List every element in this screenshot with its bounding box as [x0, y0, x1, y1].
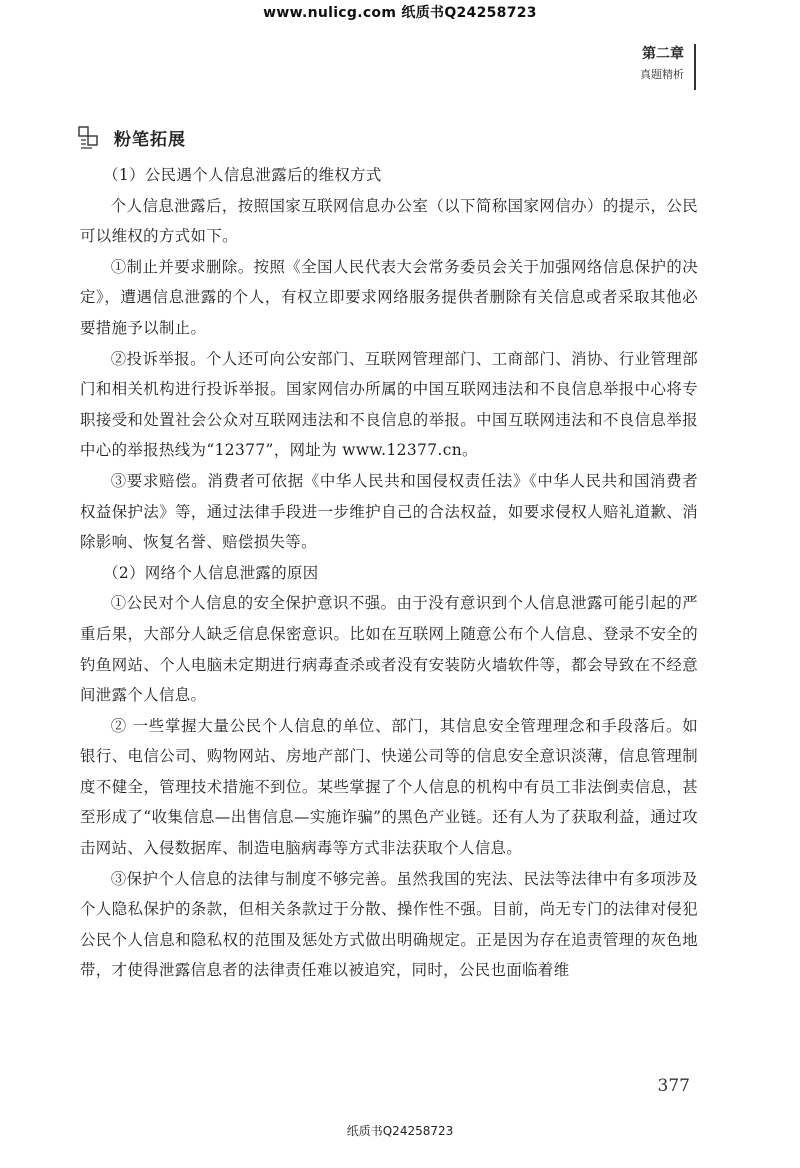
section-title: 粉笔拓展	[114, 130, 186, 150]
chapter-title: 第二章	[642, 46, 684, 62]
paragraph: 个人信息泄露后，按照国家互联网信息办公室（以下简称国家网信办）的提示，公民可以维权的方式如下。	[80, 196, 698, 246]
chapter-subtitle: 真题精析	[640, 68, 684, 81]
paragraph: ①公民对个人信息的安全保护意识不强。由于没有意识到个人信息泄露可能引起的严重后果，大部分人缺乏信息保密意识。比如在互联网上随意公布个人信息、登录不安全的钓鱼网站、个人电脑未定期进行病毒查杀或者没有安装防火墙软件等，都会导致在不经意间泄露个人信息。	[80, 594, 698, 705]
subheading-2: （2）网络个人信息泄露的原因	[103, 563, 319, 582]
bottom-watermark: 纸质书Q24258723	[346, 1124, 454, 1138]
page-number: 377	[657, 1076, 690, 1096]
paragraph: ①制止并要求删除。按照《全国人民代表大会常务委员会关于加强网络信息保护的决定》，遭遇信息泄露的个人，有权立即要求网络服务提供者删除有关信息或者采取其他必要措施予以制止。	[80, 257, 698, 337]
section-header	[78, 125, 186, 150]
paragraph: ②投诉举报。个人还可向公安部门、互联网管理部门、工商部门、消协、行业管理部门和相关机构进行投诉举报。国家网信办所属的中国互联网违法和不良信息举报中心将专职接受和处置社会公众对互联网违法和不良信息的举报。中国互联网违法和不良信息举报中心的举报热线为“12377”，网址为 www.12377.cn。	[80, 349, 698, 460]
top-watermark: www.nulicg.com 纸质书Q24258723	[263, 5, 537, 21]
paragraph: ③保护个人信息的法律与制度不够完善。虽然我国的宪法、民法等法律中有多项涉及个人隐私保护的条款，但相关条款过于分散、操作性不强。目前，尚无专门的法律对侵犯公民个人信息和隐私权的范围及惩处方式做出明确规定。正是因为存在追责管理的灰色地带，才使得泄露信息者的法律责任难以被追究，同时，公民也面临着维	[80, 869, 698, 980]
paragraph: ② 一些掌握大量公民个人信息的单位、部门，其信息安全管理理念和手段落后。如银行、电信公司、购物网站、房地产部门、快递公司等的信息安全意识淡薄，信息管理制度不健全，管理技术措施不到位。某些掌握了个人信息的机构中有员工非法倒卖信息，甚至形成了“收集信息—出售信息—实施诈骗”的黑色产业链。还有人为了获取利益，通过攻击网站、入侵数据库、制造电脑病毒等方式非法获取个人信息。	[80, 716, 698, 858]
paragraph: ③要求赔偿。消费者可依据《中华人民共和国侵权责任法》《中华人民共和国消费者权益保护法》等，通过法律手段进一步维护自己的合法权益，如要求侵权人赔礼道歉、消除影响、恢复名誉、赔偿损失等。	[80, 471, 698, 552]
subheading-1: （1）公民遇个人信息泄露后的维权方式	[103, 166, 382, 184]
body-content	[80, 160, 698, 986]
chalk-note-icon	[78, 126, 102, 150]
chapter-header	[640, 44, 696, 90]
